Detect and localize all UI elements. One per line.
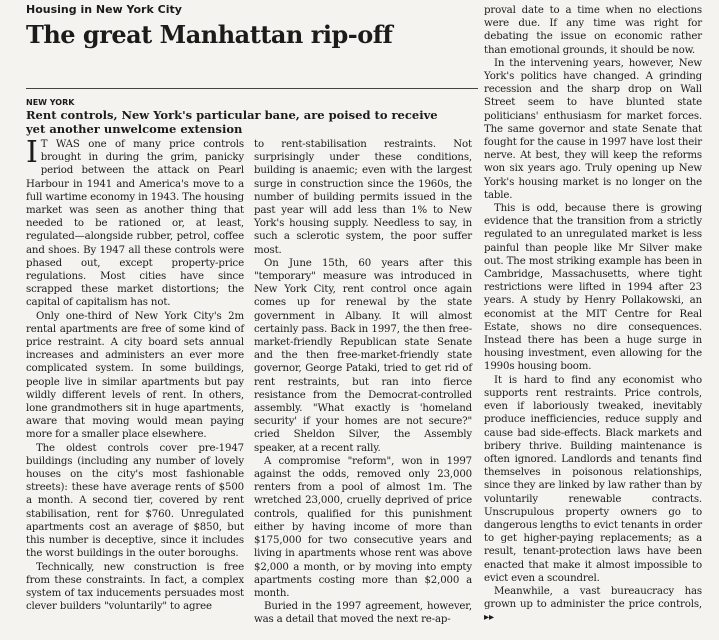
paragraph-text: Buried in the 1997 agreement, however, was a detail that moved the next re-ap- (254, 601, 472, 626)
paragraph-text: This is odd, because there is growing evidence that the transition from a strictly regulated to an unregulated market is less painful than people like Mr Silver make out. The most striking example has been in Cambridge, Massachusetts, where tight restrictions were lifted in 1994 after 23 years. A study by Henry Pollakowski, an economist at the MIT Centre for Real Estate, shows no dire consequences. Instead there has been a huge surge in housing investment, even allowing for the 1990s housing boom. (484, 203, 702, 373)
headline: The great Manhattan rip-off (26, 20, 393, 49)
column-2 (254, 138, 472, 627)
dateline: NEW YORK (26, 98, 75, 107)
paragraph-text: It is hard to find any economist who supports rent restraints. Price controls, even if laboriously tweaked, inevitably produce inefficiencies, reduce supply and cause bad side-effects. Black markets and bribery thrive. Building maintenance is often ignored. Landlords and tenants find themselves in poisonous relationships, since they are linked by law rather than by voluntarily renewable contracts. Unscrupulous property owners go to dangerous lengths to evict tenants in order to get higher-paying replacements; as a result, tenant-protection laws have been enacted that make it almost impossible to evict even a scoundrel. (484, 374, 702, 584)
paragraph (484, 57, 702, 202)
paragraph (254, 455, 472, 600)
paragraph (254, 257, 472, 455)
paragraph-text: to rent-stabilisation restraints. Not surprisingly under these conditions, building is anaemic; even with the largest surge in construction since the 1960s, the number of building permits issued in the past year will add less than 1% to New York's housing supply. Needless to say, in such a sclerotic system, the poor suffer most. (254, 139, 472, 256)
paragraph (254, 138, 472, 257)
paragraph (26, 561, 244, 614)
paragraph (26, 135, 245, 310)
paragraph (26, 310, 244, 442)
paragraph-text: T WAS one of many price controls brought in during the grim, panicky period between the attack on Pearl Harbour in 1941 and America's move to a full wartime economy in 1943. The housing market was seen as another thing that needed to be rationed or, at least, regulated—alongside rubber, petrol, coffee and shoes. By 1947 all these controls were phased out, except property-price regulations. Most cities have since scrapped these market distortions; the capital of capitalism has not. (26, 139, 245, 309)
paragraph-text: The oldest controls cover pre-1947 buildings (including any number of lovely houses on the city's most fashionable streets): these have average rents of $500 a month. A second tier, covered by rent stabilisation, rent for $760. Unregulated apartments cost an average of $850, but this number is deceptive, since it includes the worst buildings in the outer boroughs. (26, 442, 244, 560)
paragraph (484, 374, 702, 585)
column-3 (484, 4, 702, 625)
paragraph-text: In the intervening years, however, New York's politics have changed. A grinding recession and the sharp drop on Wall Street seem to have blunted state politicians' enthusiasm for market forces. The same governor and state Senate that fought for the cause in 1997 have lost their nerve. At best, they will keep the reforms won six years ago. Truly opening up New York's housing market is no longer on the table. (484, 57, 702, 201)
paragraph-text: Technically, new construction is free from these constraints. In fact, a complex system of tax inducements persuades most clever builders "voluntarily" to agree (26, 561, 244, 613)
paragraph (484, 585, 702, 625)
paragraph-text: Meanwhile, a vast bureaucracy has grown up to administer the price controls, ▸▸ (484, 585, 702, 624)
paragraph-text: Only one-third of New York City's 2m rental apartments are free of some kind of price restraint. A city board sets annual increases and administers an ever more complicated system. In some buildings, people live in similar apartments but pay wildly different levels of rent. In others, lone grandmothers sit in huge apartments, aware that moving would mean paying more for a smaller place elsewhere. (26, 310, 244, 441)
headline-rule (26, 88, 478, 89)
paragraph-text: On June 15th, 60 years after this "temporary" measure was introduced in New York City, rent control once again comes up for renewal by the state government in Albany. It will almost certainly pass. Back in 1997, the then free-market-friendly Republican state Senate and the then free-market-friendly state governor, George Pataki, tried to get rid of rent restraints, but ran into fierce resistance from the Democrat-controlled assembly. "What exactly is 'homeland security' if your homes are not secure?" cried Sheldon Silver, the Assembly speaker, at a recent rally. (254, 257, 472, 454)
column-1 (26, 135, 245, 613)
section-label: Housing in New York City (26, 3, 182, 16)
paragraph-text: A compromise "reform", won in 1997 against the odds, removed only 23,000 renters from a pool of almost 1m. The wretched 23,000, cruelly deprived of price controls, qualified for this punishment either by having income of more than $175,000 for two consecutive years and living in apartments whose rent was above $2,000 a month, or by moving into empty apartments costing more than $2,000 a month. (254, 455, 472, 599)
paragraph (26, 442, 244, 561)
rubric: Rent controls, New York's particular bane, are poised to receive yet another unwelcome extension (26, 108, 438, 136)
dropcap: I (26, 135, 38, 170)
paragraph (254, 600, 472, 626)
paragraph-text: proval date to a time when no elections were due. If any time was right for debating the issue on economic rather than emotional grounds, it should be now. (484, 5, 702, 56)
paragraph (484, 4, 702, 57)
paragraph (484, 202, 702, 374)
